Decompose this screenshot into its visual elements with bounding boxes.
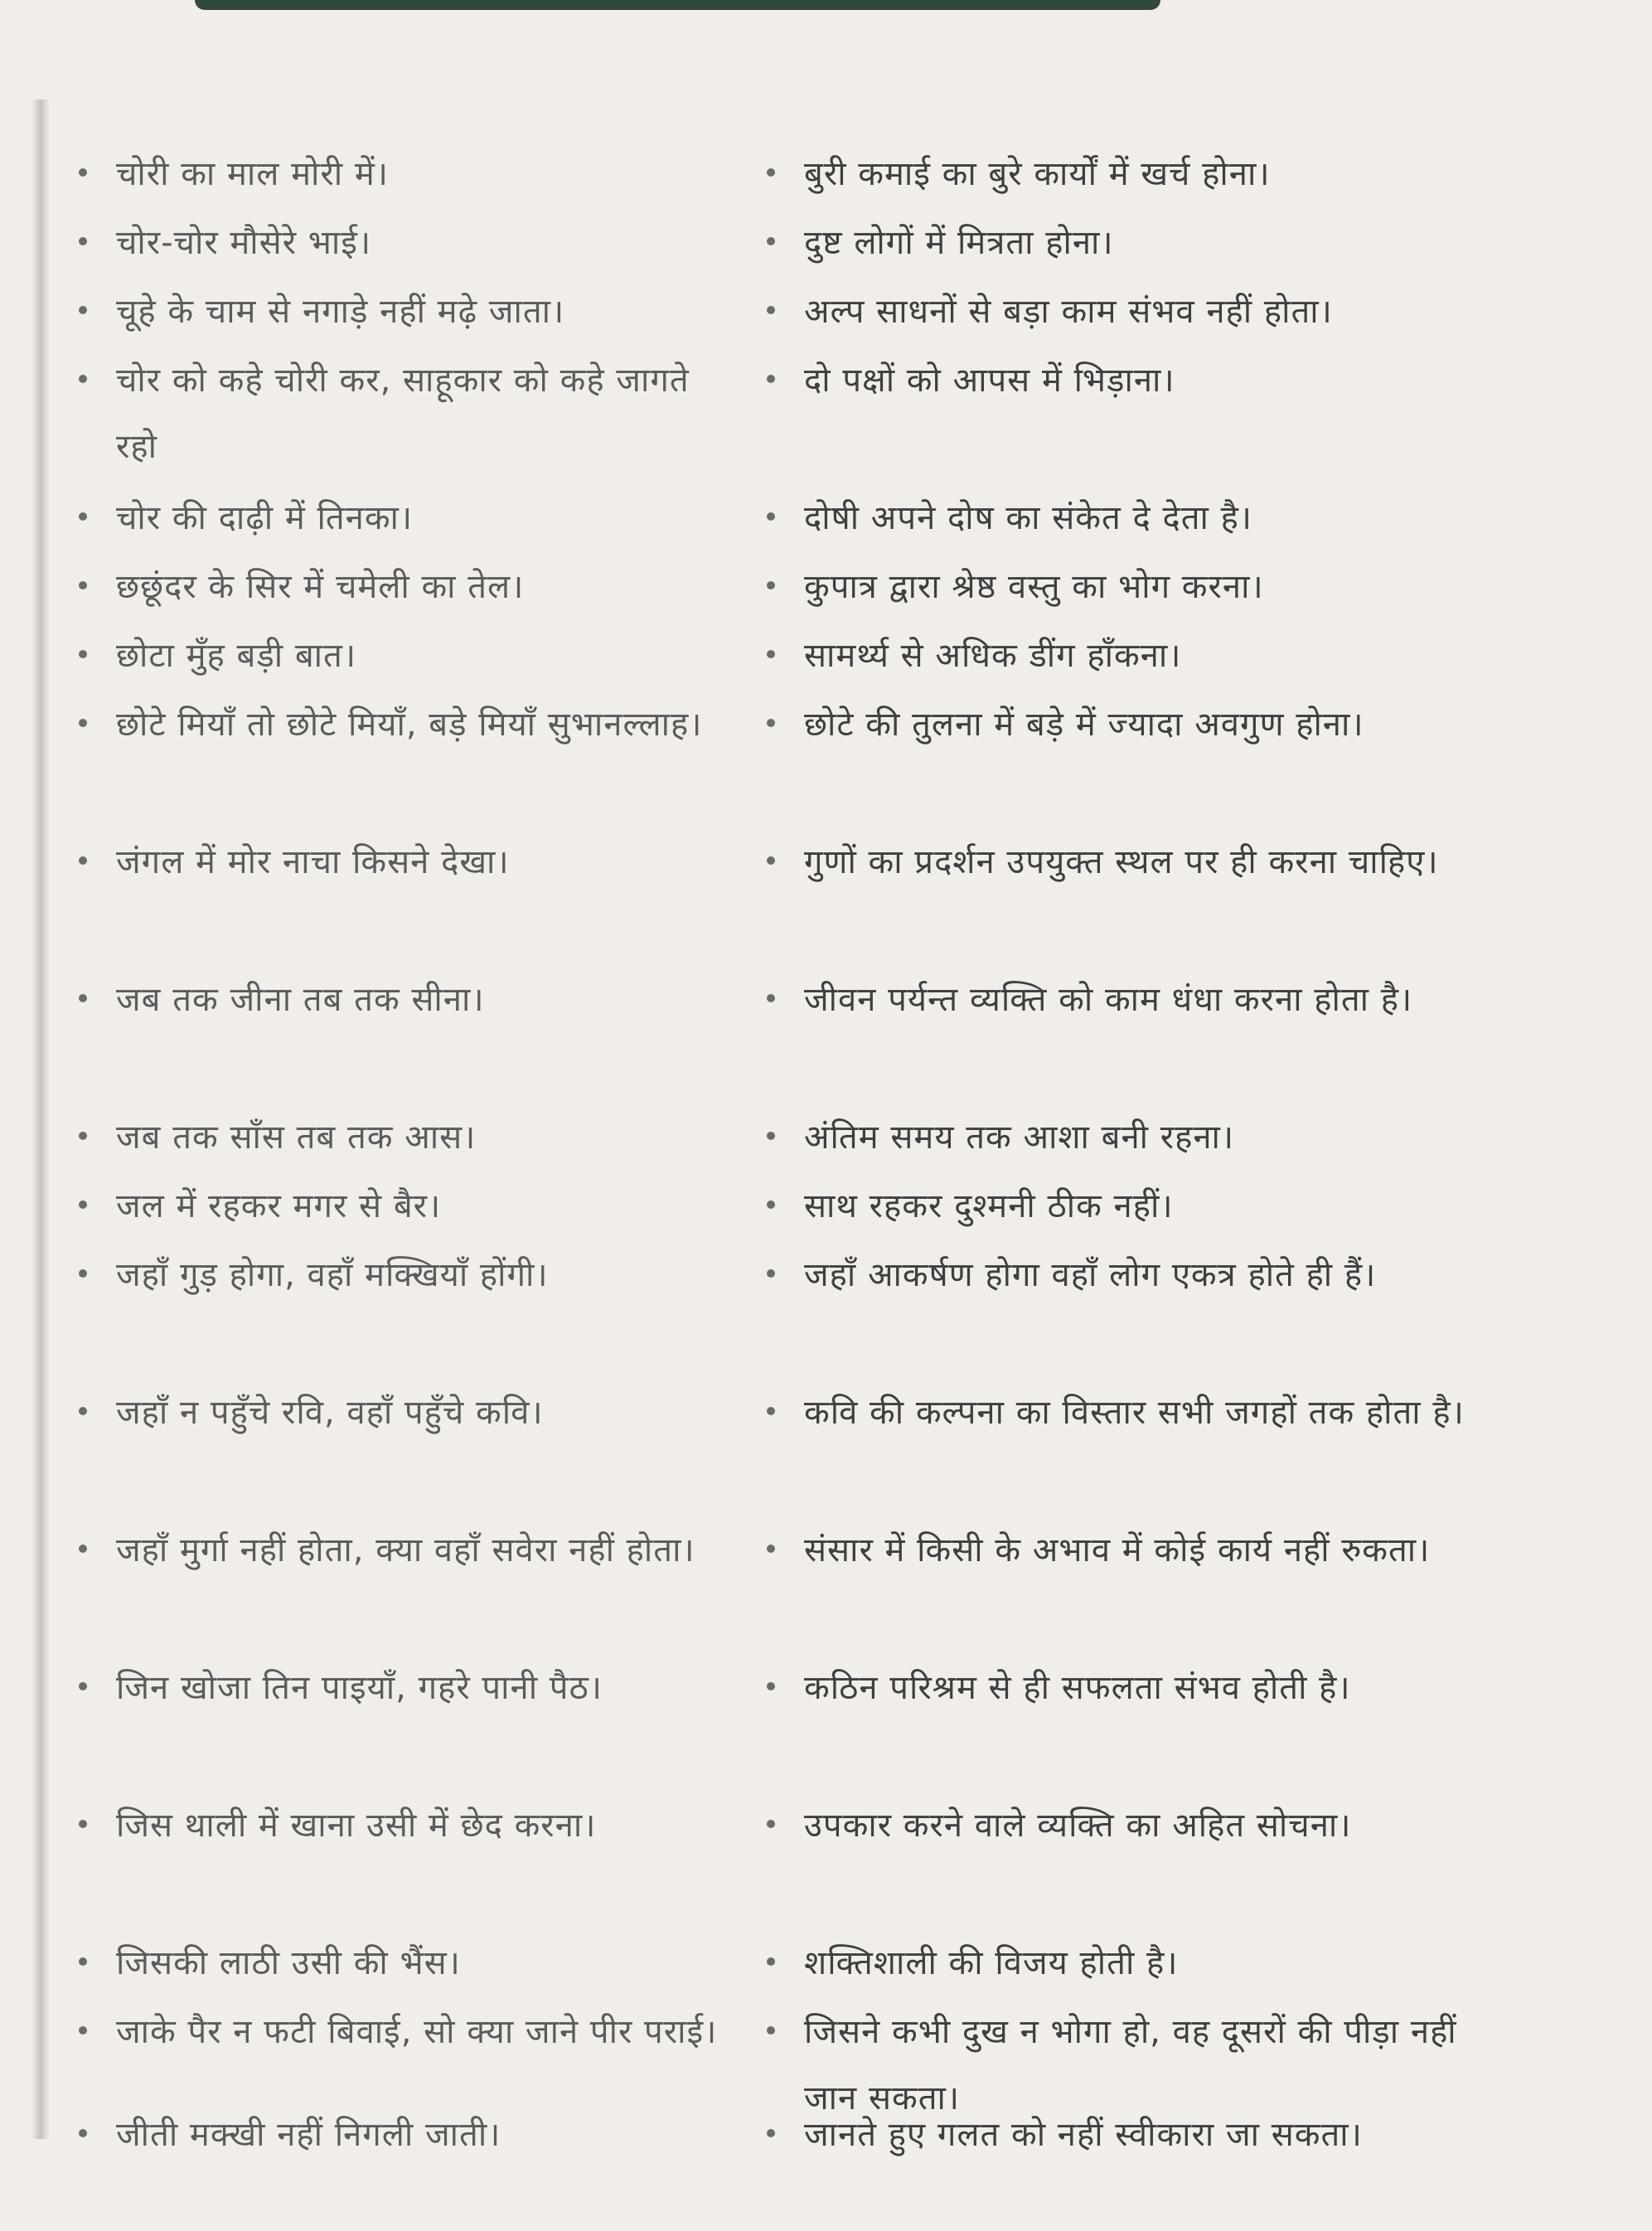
bullet-icon — [767, 581, 775, 589]
bullet-icon — [767, 512, 775, 521]
proverb-text: जहाँ गुड़ होगा, वहाँ मक्खियाँ होंगी। — [116, 1256, 549, 1294]
meaning-text: शक्तिशाली की विजय होती है। — [804, 1944, 1179, 1982]
bullet-icon — [767, 375, 775, 383]
bullet-icon — [767, 237, 775, 245]
meaning-item — [767, 210, 1488, 276]
bullet-icon — [767, 1269, 775, 1278]
proverb-item — [79, 279, 734, 345]
meaning-item — [767, 279, 1488, 345]
proverb-item — [79, 623, 734, 689]
meaning-item — [767, 1242, 1488, 1308]
proverb-item — [79, 2102, 734, 2168]
bullet-icon — [79, 1682, 87, 1690]
bullet-icon — [767, 2026, 775, 2035]
meaning-item — [767, 347, 1488, 414]
meaning-text: संसार में किसी के अभाव में कोई कार्य नहीं रुकता। — [804, 1531, 1431, 1569]
proverb-text: छोटा मुँह बड़ी बात। — [116, 637, 356, 675]
meaning-item — [767, 1380, 1488, 1446]
meaning-item — [767, 141, 1488, 207]
proverb-item — [79, 210, 734, 276]
proverb-text: जिन खोजा तिन पाइयाँ, गहरे पानी पैठ। — [116, 1669, 603, 1707]
proverb-item — [79, 1655, 734, 1721]
proverb-text: चोरी का माल मोरी में। — [116, 155, 389, 193]
bullet-icon — [79, 994, 87, 1002]
bullet-icon — [79, 719, 87, 727]
meaning-text: जीवन पर्यन्त व्यक्ति को काम धंधा करना होता है। — [804, 981, 1413, 1019]
proverb-item — [79, 1104, 734, 1171]
proverb-item — [79, 1517, 734, 1584]
meaning-text: कवि की कल्पना का विस्तार सभी जगहों तक होता है। — [804, 1394, 1465, 1432]
bullet-icon — [79, 375, 87, 383]
proverb-item — [79, 691, 734, 758]
bullet-icon — [767, 1200, 775, 1209]
proverb-item — [79, 554, 734, 620]
proverb-text: चोर-चोर मौसेरे भाई। — [116, 224, 372, 262]
bullet-icon — [767, 1545, 775, 1553]
proverb-text: जिसकी लाठी उसी की भैंस। — [116, 1944, 461, 1982]
proverb-item — [79, 141, 734, 207]
bullet-icon — [767, 856, 775, 865]
bullet-icon — [79, 581, 87, 589]
proverb-item — [79, 347, 734, 480]
meaning-item — [767, 1173, 1488, 1239]
meaning-text: अल्प साधनों से बड़ा काम संभव नहीं होता। — [804, 293, 1333, 331]
proverb-text: चूहे के चाम से नगाड़े नहीं मढ़े जाता। — [116, 293, 565, 331]
bullet-icon — [767, 2129, 775, 2137]
bullet-icon — [79, 1200, 87, 1209]
meaning-text: दो पक्षों को आपस में भिड़ाना। — [804, 361, 1175, 400]
bullet-icon — [767, 306, 775, 314]
bullet-icon — [79, 237, 87, 245]
proverb-item — [79, 967, 734, 1033]
meaning-text: कठिन परिश्रम से ही सफलता संभव होती है। — [804, 1669, 1351, 1707]
proverb-text: जाके पैर न फटी बिवाई, सो क्या जाने पीर पराई। — [116, 2013, 718, 2051]
bullet-icon — [79, 1545, 87, 1553]
meaning-text: जहाँ आकर्षण होगा वहाँ लोग एकत्र होते ही हैं। — [804, 1256, 1377, 1294]
meaning-item — [767, 967, 1488, 1033]
proverb-text: चोर को कहे चोरी कर, साहूकार को कहे जागते रहो — [116, 361, 690, 466]
proverb-item — [79, 1173, 734, 1239]
proverb-text: जब तक जीना तब तक सीना। — [116, 981, 485, 1019]
meaning-text: अंतिम समय तक आशा बनी रहना। — [804, 1118, 1235, 1157]
proverb-item — [79, 829, 734, 895]
bullet-icon — [79, 650, 87, 658]
proverb-item — [79, 1930, 734, 1996]
meaning-item — [767, 1792, 1488, 1859]
proverb-text: जिस थाली में खाना उसी में छेद करना। — [116, 1807, 597, 1845]
proverb-text: छोटे मियाँ तो छोटे मियाँ, बड़े मियाँ सुभानल्लाह। — [116, 706, 703, 744]
meaning-text: कुपात्र द्वारा श्रेष्ठ वस्तु का भोग करना। — [804, 568, 1264, 606]
meaning-text: जिसने कभी दुख न भोगा हो, वह दूसरों की पीड़ा नहीं जान सकता। — [804, 2013, 1457, 2117]
bullet-icon — [767, 650, 775, 658]
bullet-icon — [767, 719, 775, 727]
bullet-icon — [79, 2026, 87, 2035]
bullet-icon — [767, 1132, 775, 1140]
meaning-text: साथ रहकर दुश्मनी ठीक नहीं। — [804, 1187, 1174, 1225]
meaning-item — [767, 1655, 1488, 1721]
proverb-text: जीती मक्खी नहीं निगली जाती। — [116, 2116, 501, 2154]
bullet-icon — [79, 1820, 87, 1828]
proverb-text: जल में रहकर मगर से बैर। — [116, 1187, 442, 1225]
bullet-icon — [79, 856, 87, 865]
meaning-item — [767, 623, 1488, 689]
meaning-text: बुरी कमाई का बुरे कार्यों में खर्च होना। — [804, 155, 1271, 193]
proverb-item — [79, 485, 734, 551]
meaning-text: दोषी अपने दोष का संकेत दे देता है। — [804, 499, 1252, 537]
meaning-item — [767, 1930, 1488, 1996]
meaning-item — [767, 829, 1488, 895]
bullet-icon — [79, 1407, 87, 1415]
meaning-text: दुष्ट लोगों में मित्रता होना। — [804, 224, 1114, 262]
bullet-icon — [767, 1820, 775, 1828]
meaning-text: सामर्थ्य से अधिक डींग हाँकना। — [804, 637, 1182, 675]
proverb-text: छछूंदर के सिर में चमेली का तेल। — [116, 568, 525, 606]
proverb-item — [79, 1242, 734, 1308]
bullet-icon — [79, 2129, 87, 2137]
proverb-item — [79, 1380, 734, 1446]
bullet-icon — [767, 168, 775, 177]
meaning-item — [767, 2102, 1488, 2168]
meaning-item — [767, 485, 1488, 551]
meaning-item — [767, 554, 1488, 620]
bullet-icon — [767, 1957, 775, 1966]
proverb-text: जहाँ मुर्गा नहीं होता, क्या वहाँ सवेरा नहीं होता। — [116, 1531, 695, 1569]
bullet-icon — [79, 168, 87, 177]
proverb-text: जंगल में मोर नाचा किसने देखा। — [116, 843, 510, 881]
bullet-icon — [79, 512, 87, 521]
proverb-text: जब तक साँस तब तक आस। — [116, 1118, 477, 1157]
proverb-item — [79, 1792, 734, 1859]
proverb-text: चोर की दाढ़ी में तिनका। — [116, 499, 414, 537]
bullet-icon — [767, 1407, 775, 1415]
bullet-icon — [79, 1132, 87, 1140]
meaning-item — [767, 691, 1488, 758]
bullet-icon — [79, 306, 87, 314]
meaning-item — [767, 1517, 1488, 1584]
meaning-item — [767, 1104, 1488, 1171]
meaning-text: गुणों का प्रदर्शन उपयुक्त स्थल पर ही करना चाहिए। — [804, 843, 1439, 881]
meaning-text: छोटे की तुलना में बड़े में ज्यादा अवगुण होना। — [804, 706, 1364, 744]
proverb-text: जहाँ न पहुँचे रवि, वहाँ पहुँचे कवि। — [116, 1394, 544, 1432]
proverb-item — [79, 1999, 734, 2065]
bullet-icon — [79, 1269, 87, 1278]
meaning-text: उपकार करने वाले व्यक्ति का अहित सोचना। — [804, 1807, 1352, 1845]
bullet-icon — [767, 994, 775, 1002]
meaning-text: जानते हुए गलत को नहीं स्वीकारा जा सकता। — [804, 2116, 1363, 2154]
bullet-icon — [79, 1957, 87, 1966]
bullet-icon — [767, 1682, 775, 1690]
